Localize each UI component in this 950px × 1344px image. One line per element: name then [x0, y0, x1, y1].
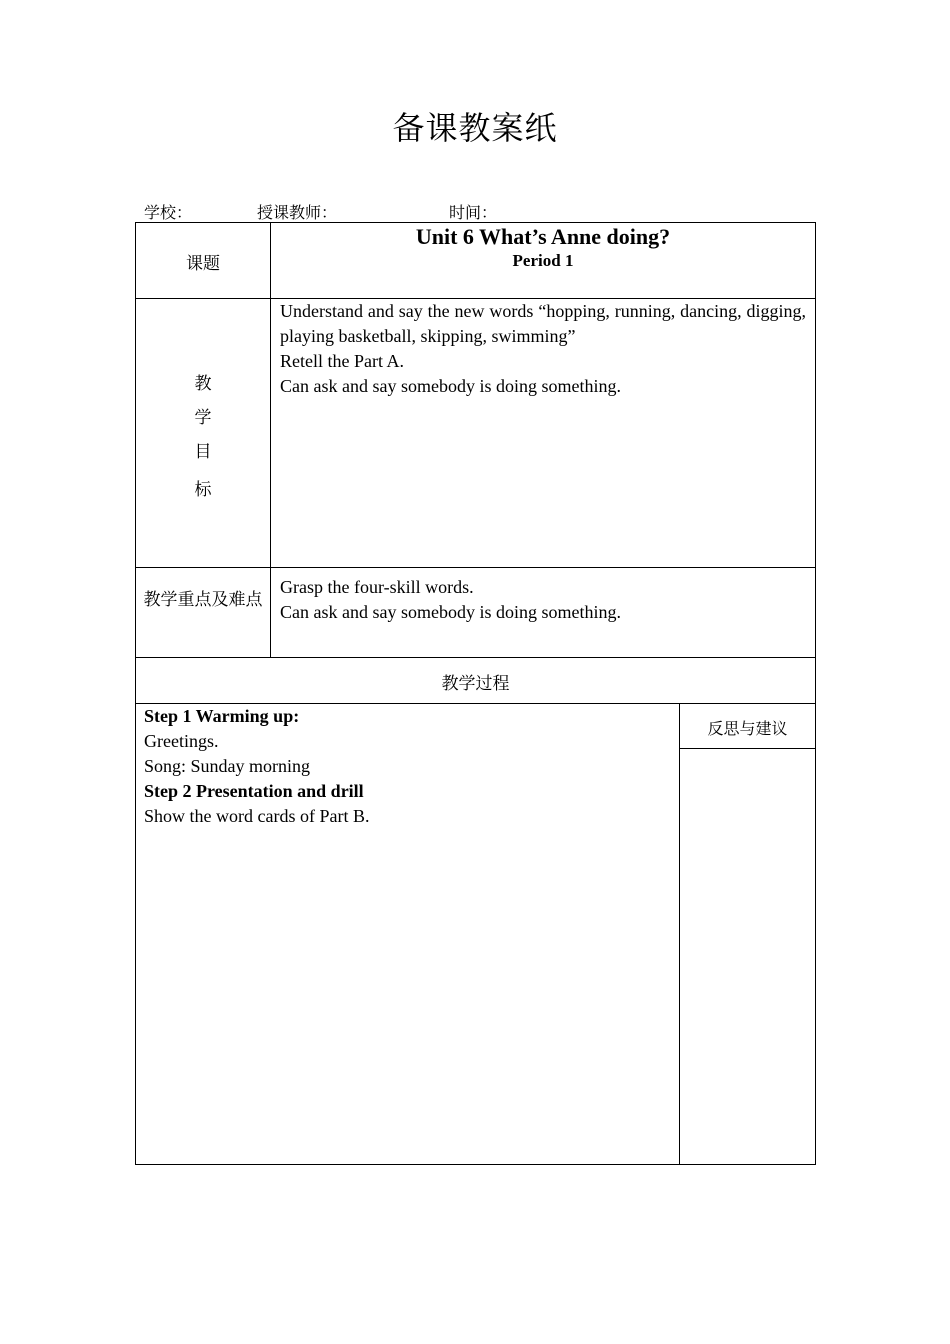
topic-period: Period 1 — [512, 251, 574, 270]
objectives-label-char: 教 — [194, 374, 212, 394]
table-rule — [270, 222, 271, 658]
keypoint-line: Grasp the four-skill words. — [280, 577, 474, 597]
school-label: 学校： — [144, 203, 193, 222]
table-border-right — [815, 222, 816, 1165]
objectives-label-char: 学 — [194, 408, 212, 428]
time-label: 时间： — [449, 203, 498, 222]
table-rule — [679, 703, 680, 1165]
teacher-label: 授课教师： — [257, 203, 338, 222]
process-step: Show the word cards of Part B. — [144, 806, 370, 826]
table-rule — [135, 567, 816, 568]
topic-title: Unit 6 What’s Anne doing? — [415, 224, 671, 249]
reflection-area — [681, 750, 814, 1163]
table-rule — [135, 657, 816, 658]
objectives-label-char: 标 — [194, 480, 212, 500]
objective-line: Can ask and say somebody is doing something. — [280, 376, 621, 396]
process-label: 教学过程 — [441, 674, 510, 694]
process-step: Song: Sunday morning — [144, 756, 311, 776]
reflection-label: 反思与建议 — [707, 719, 788, 738]
keypoint-line: Can ask and say somebody is doing something. — [280, 602, 621, 622]
table-rule — [680, 748, 816, 749]
objective-line: Understand and say the new words “hopping, running, dancing, digging, playing basketball, skipping, swimming” — [280, 301, 806, 346]
process-step: Step 1 Warming up: — [144, 706, 300, 726]
process-step: Greetings. — [144, 731, 219, 751]
objective-line: Retell the Part A. — [280, 351, 404, 371]
page-title: 备课教案纸 — [392, 109, 558, 147]
process-step: Step 2 Presentation and drill — [144, 781, 364, 801]
topic-label: 课题 — [186, 254, 220, 274]
objectives-label-char: 目 — [194, 442, 212, 462]
table-border-bottom — [135, 1164, 816, 1165]
keypoints-label: 教学重点及难点 — [143, 590, 263, 610]
